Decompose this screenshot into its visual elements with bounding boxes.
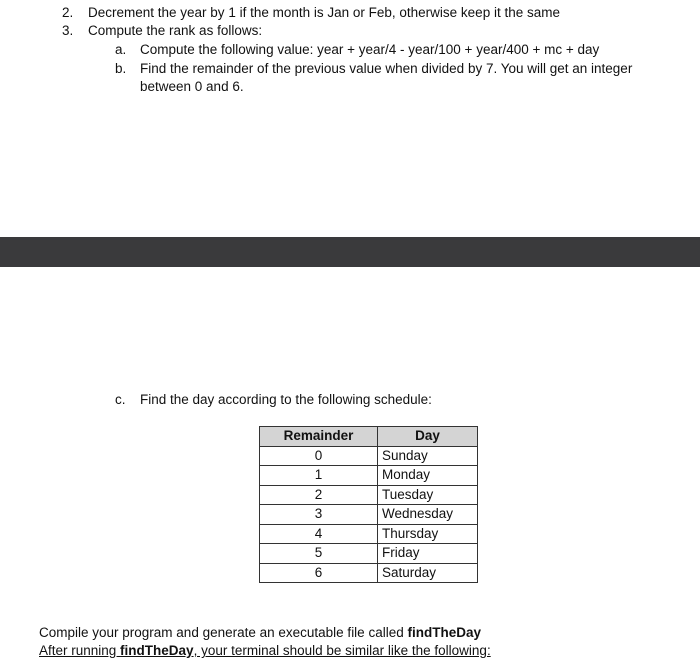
remainder-cell: 6: [260, 563, 378, 583]
table-row: [260, 505, 478, 525]
day-cell: Thursday: [378, 524, 478, 544]
after-running-executable-name: findTheDay: [120, 643, 194, 658]
substep-b-text-line1: Find the remainder of the previous value when divided by 7. You will get an integer: [140, 61, 633, 76]
compile-instruction: [39, 624, 481, 641]
step-2-number: 2.: [62, 5, 74, 20]
after-running-instruction: [39, 642, 491, 659]
table-row: [260, 544, 478, 564]
day-cell: Saturday: [378, 563, 478, 583]
substep-b-text-line2: between 0 and 6.: [140, 79, 244, 94]
after-running-suffix: , your terminal should be similar like the following:: [193, 643, 491, 658]
step-2-text: Decrement the year by 1 if the month is Jan or Feb, otherwise keep it the same: [88, 5, 560, 20]
remainder-cell: 3: [260, 505, 378, 525]
step-3-number: 3.: [62, 23, 74, 38]
day-cell: Friday: [378, 544, 478, 564]
day-schedule-table: [259, 426, 478, 583]
remainder-cell: 5: [260, 544, 378, 564]
substep-c-text: Find the day according to the following schedule:: [140, 392, 432, 407]
compile-instruction-text: Compile your program and generate an executable file called: [39, 625, 408, 640]
after-running-prefix: After running: [39, 643, 121, 658]
table-row: [260, 524, 478, 544]
day-cell: Wednesday: [378, 505, 478, 525]
remainder-cell: 1: [260, 466, 378, 486]
table-row: [260, 485, 478, 505]
page-break-divider: [0, 237, 700, 267]
substep-c-letter: c.: [115, 392, 126, 407]
step-3-text: Compute the rank as follows:: [88, 23, 263, 38]
table-row: [260, 563, 478, 583]
day-header: Day: [378, 427, 478, 447]
substep-a-text: Compute the following value: year + year/4 - year/100 + year/400 + mc + day: [140, 42, 600, 57]
remainder-header: Remainder: [260, 427, 378, 447]
substep-b-letter: b.: [115, 61, 127, 76]
executable-name: findTheDay: [407, 625, 481, 640]
day-cell: Sunday: [378, 446, 478, 466]
day-cell: Monday: [378, 466, 478, 486]
substep-a-letter: a.: [115, 42, 127, 57]
remainder-cell: 2: [260, 485, 378, 505]
remainder-cell: 4: [260, 524, 378, 544]
remainder-cell: 0: [260, 446, 378, 466]
table-row: [260, 466, 478, 486]
table-header-row: [260, 427, 478, 447]
table-row: [260, 446, 478, 466]
day-cell: Tuesday: [378, 485, 478, 505]
